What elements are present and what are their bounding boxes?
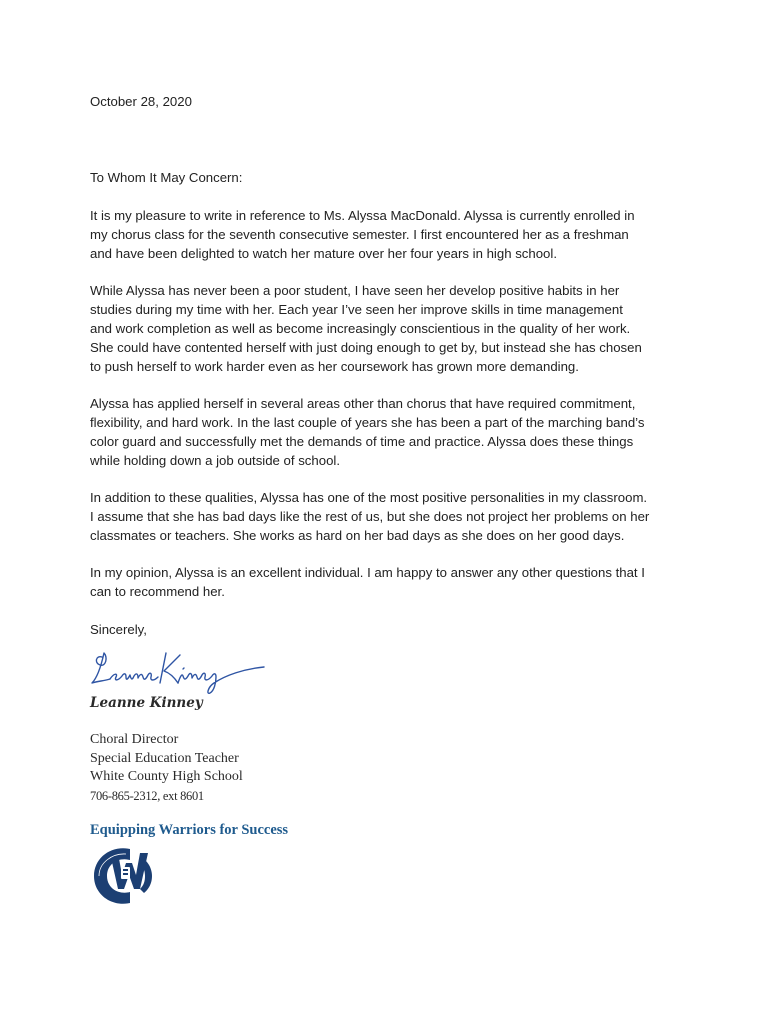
letter-paragraph: In addition to these qualities, Alyssa has one of the most positive personalities in my classroom. I assume that she has bad days like the rest of us, but she does not project her problems on her classmates or teachers. She works as hard on her bad days as she does on her good days. xyxy=(90,490,650,543)
letter-date: October 28, 2020 xyxy=(90,94,192,109)
letter-paragraph: It is my pleasure to write in reference to Ms. Alyssa MacDonald. Alyssa is currently enrolled in my chorus class for the seventh consecutive semester. I first encountered her as a freshman and have been delighted to watch her mature over her four years in high school. xyxy=(90,208,635,261)
signer-title: Choral Director xyxy=(90,732,179,747)
school-motto: Equipping Warriors for Success xyxy=(90,822,289,838)
signer-school: White County High School xyxy=(90,769,243,785)
letter-salutation: To Whom It May Concern: xyxy=(90,170,243,185)
letter-paragraph: While Alyssa has never been a poor student, I have seen her develop positive habits in her studies during my time with her. Each year I’ve seen her improve skills in time management and work completion as well as become increasingly conscientious in the quality of her work. She could have contented herself with just doing enough to get by, but instead she has chosen to push herself to work harder even as her coursework has grown more demanding. xyxy=(90,283,642,374)
signer-phone: 706-865-2312, ext 8601 xyxy=(90,788,204,803)
letter-paragraph: In my opinion, Alyssa is an excellent individual. I am happy to answer any other questions that I can to recommend her. xyxy=(90,565,645,599)
letter-closing: Sincerely, xyxy=(90,622,147,637)
signer-titles xyxy=(90,731,243,805)
letter-paragraph: Alyssa has applied herself in several areas other than chorus that have required commitment, flexibility, and hard work. In the last couple of years she has been a part of the marching band’s color guard and successfully met the demands of time and practice. Alyssa does these things while holding down a job outside of school. xyxy=(90,396,645,468)
signer-title: Special Education Teacher xyxy=(90,750,239,766)
signer-name: Leanne Kinney xyxy=(90,695,203,711)
handwritten-signature xyxy=(88,643,268,695)
school-logo xyxy=(90,845,154,907)
